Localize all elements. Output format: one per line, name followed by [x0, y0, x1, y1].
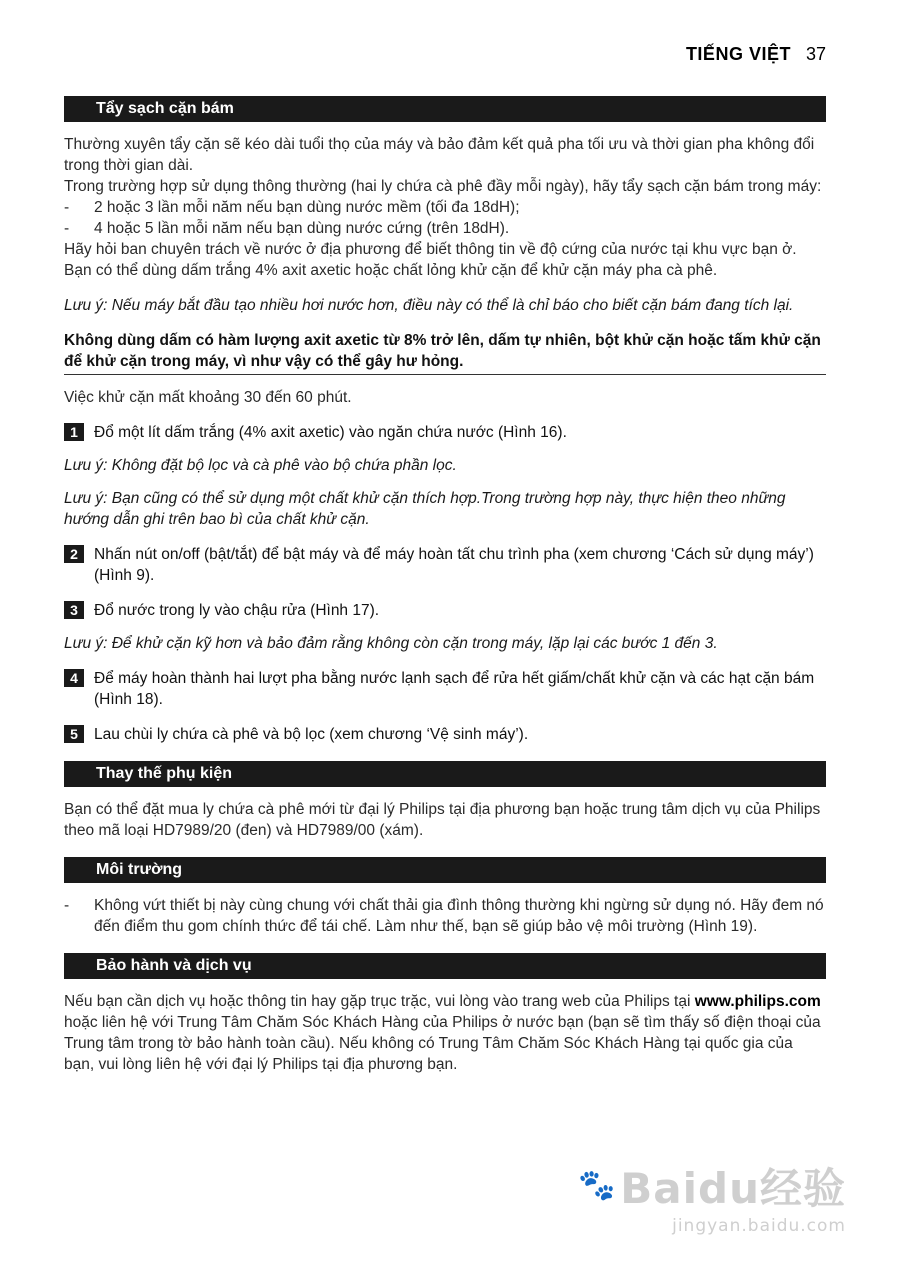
- duration-text: Việc khử cặn mất khoảng 30 đến 60 phút.: [64, 389, 352, 406]
- list-item: [64, 197, 826, 218]
- warranty-text-b: hoặc liên hệ với Trung Tâm Chăm Sóc Khách Hàng của Philips ở nước bạn (bạn sẽ tìm thấy số điện thoại của Trung tâm trong tờ bảo hành toàn cầu). Nếu không có Trung Tâm Chăm Sóc Khách Hàng tại quốc gia của bạn, vui lòng liên hệ với đại lý Philips tại địa phương bạn.: [64, 1014, 821, 1073]
- list-item-text: Không vứt thiết bị này cùng chung với chất thải gia đình thông thường khi ngừng sử dụng nó. Hãy đem nó đến điểm thu gom chính thức để tái chế. Làm như thế, bạn sẽ giúp bảo vệ môi trường (Hình 19).: [94, 897, 824, 935]
- step-3: [64, 600, 826, 621]
- section-title-descaling: Tẩy sạch cặn bám: [64, 96, 826, 122]
- language-label: TIẾNG VIỆT: [685, 44, 791, 64]
- paw-icon: 🐾: [577, 1168, 616, 1203]
- warning-text: Không dùng dấm có hàm lượng axit axetic từ 8% trở lên, dấm tự nhiên, bột khử cặn hoặc tấm khử cặn để khử cặn trong máy, vì như vậy có thể gây hư hỏng.: [64, 330, 826, 375]
- section-title-warranty: Bảo hành và dịch vụ: [64, 953, 826, 979]
- descaling-intro-1: Thường xuyên tẩy cặn sẽ kéo dài tuổi thọ của máy và bảo đảm kết quả pha tối ưu và thời gian pha không đổi trong thời gian dài.: [64, 136, 815, 174]
- step-text: Đổ nước trong ly vào chậu rửa (Hình 17).: [94, 602, 380, 619]
- note-repeat: Lưu ý: Để khử cặn kỹ hơn và bảo đảm rằng không còn cặn trong máy, lặp lại các bước 1 đến 3.: [64, 635, 718, 652]
- watermark: [578, 1156, 846, 1236]
- section-title-accessories: Thay thế phụ kiện: [64, 761, 826, 787]
- page-number: 37: [805, 44, 826, 64]
- dash-marker: -: [64, 220, 70, 237]
- watermark-logo-text: Baidu经验: [620, 1164, 846, 1213]
- step-text: Đổ một lít dấm trắng (4% axit axetic) vào ngăn chứa nước (Hình 16).: [94, 424, 567, 441]
- step-5: [64, 724, 826, 745]
- descaling-intro-2: Trong trường hợp sử dụng thông thường (hai ly chứa cà phê đầy mỗi ngày), hãy tẩy sạch cặn bám trong máy:: [64, 178, 822, 195]
- philips-website-link[interactable]: www.philips.com: [694, 993, 821, 1010]
- section-title-environment: Môi trường: [64, 857, 826, 883]
- step-text: Để máy hoàn thành hai lượt pha bằng nước lạnh sạch để rửa hết giấm/chất khử cặn và các hạt cặn bám (Hình 18).: [94, 670, 815, 708]
- step-2: [64, 544, 826, 586]
- page-header: [686, 44, 826, 65]
- list-item-text: 2 hoặc 3 lần mỗi năm nếu bạn dùng nước mềm (tối đa 18dH);: [94, 199, 520, 216]
- step-text: Nhấn nút on/off (bật/tắt) để bật máy và để máy hoàn tất chu trình pha (xem chương ‘Cách sử dụng máy’) (Hình 9).: [94, 546, 814, 584]
- step-number: 4: [64, 669, 84, 687]
- step-text: Lau chùi ly chứa cà phê và bộ lọc (xem chương ‘Vệ sinh máy’).: [94, 726, 529, 743]
- descaling-intro-3: Hãy hỏi ban chuyên trách về nước ở địa phương để biết thông tin về độ cứng của nước tại khu vực bạn ở.: [64, 241, 797, 258]
- list-item: [64, 218, 826, 239]
- accessories-text: Bạn có thể đặt mua ly chứa cà phê mới từ đại lý Philips tại địa phương bạn hoặc trung tâm dịch vụ của Philips theo mã loại HD7989/20 (đen) và HD7989/00 (xám).: [64, 801, 821, 839]
- descaling-intro-4: Bạn có thể dùng dấm trắng 4% axit axetic hoặc chất lỏng khử cặn để khử cặn máy pha cà phê.: [64, 262, 718, 279]
- dash-marker: -: [64, 199, 70, 216]
- step-1: [64, 422, 826, 443]
- warranty-text-a: Nếu bạn cần dịch vụ hoặc thông tin hay gặp trục trặc, vui lòng vào trang web của Philips tại: [64, 993, 691, 1010]
- step-number: 3: [64, 601, 84, 619]
- note-steam: Lưu ý: Nếu máy bắt đầu tạo nhiều hơi nước hơn, điều này có thể là chỉ báo cho biết cặn bám đang tích lại.: [64, 297, 794, 314]
- list-item: [64, 895, 826, 937]
- dash-marker: -: [64, 897, 70, 914]
- watermark-url: jingyan.baidu.com: [672, 1216, 846, 1236]
- note-filter: Lưu ý: Không đặt bộ lọc và cà phê vào bộ chứa phần lọc.: [64, 457, 457, 474]
- list-item-text: 4 hoặc 5 lần mỗi năm nếu bạn dùng nước cứng (trên 18dH).: [94, 220, 510, 237]
- step-number: 1: [64, 423, 84, 441]
- watermark-logo: [578, 1156, 846, 1216]
- note-descaler: Lưu ý: Bạn cũng có thể sử dụng một chất khử cặn thích hợp.Trong trường hợp này, thực hiện theo những hướng dẫn ghi trên bao bì của chất khử cặn.: [64, 490, 786, 528]
- step-number: 2: [64, 545, 84, 563]
- step-number: 5: [64, 725, 84, 743]
- page-content: [64, 96, 826, 1075]
- step-4: [64, 668, 826, 710]
- warranty-text: [64, 991, 826, 1075]
